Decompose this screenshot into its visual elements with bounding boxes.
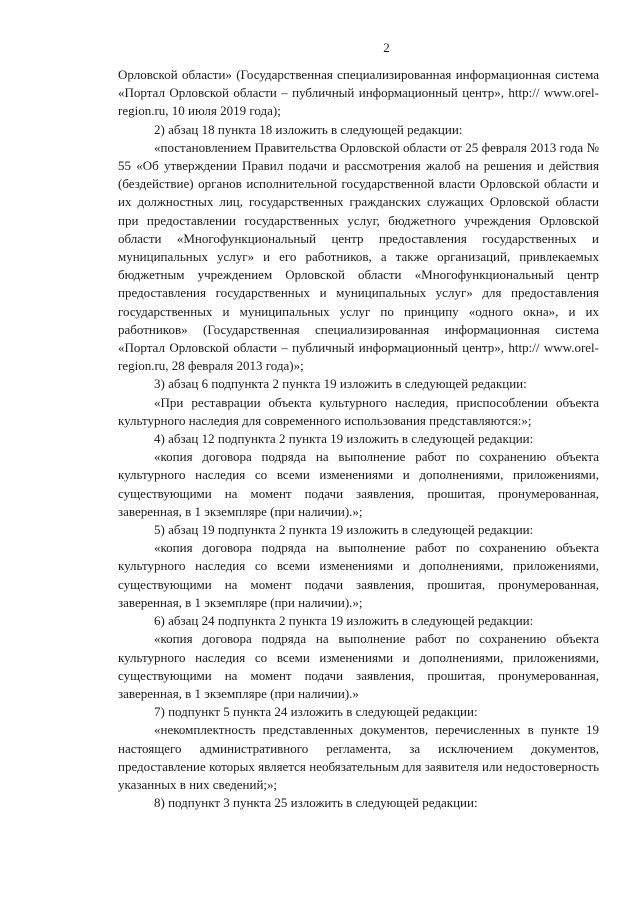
paragraph: 7) подпункт 5 пункта 24 изложить в следующей редакции: <box>154 704 478 720</box>
paragraph: «постановлением Правительства Орловской области от 25 февраля 2013 года № 55 «Об утверждении Правил подачи и рассмотрения жалоб на решения и действия (бездействие) органов исполнительной государственной власти Орловской области и их должностных лиц, государственных гражданских служащих Орловской области при предоставлении государственных услуг, бюджетного учреждения Орловской области «Многофункциональный центр предоставления государственных и муниципальных услуг» и его работников, а также организаций, привлекаемых бюджетным учреждением Орловской области «Многофункциональный центр предоставления государственных и муниципальных услуг» для предоставления государственных и муниципальных услуг по принципу «одного окна», и их работников» (Государственная специализированная информационная система «Портал Орловской области – публичный информационный центр», http:// www.orel-region.ru, 28 февраля 2013 года)»; <box>118 139 599 374</box>
paragraph: 4) абзац 12 подпункта 2 пункта 19 изложить в следующей редакции: <box>154 431 534 447</box>
paragraph: «копия договора подряда на выполнение работ по сохранению объекта культурного наследия со всеми изменениями и дополнениями, приложениями, существующими на момент подачи заявления, прошитая, пронумерованная, заверенная, в 1 экземпляре (при наличии).»; <box>118 449 599 519</box>
paragraph: «копия договора подряда на выполнение работ по сохранению объекта культурного наследия со всеми изменениями и дополнениями, приложениями, существующими на момент подачи заявления, прошитая, пронумерованная, заверенная, в 1 экземпляре (при наличии).»; <box>118 540 599 610</box>
paragraph: «копия договора подряда на выполнение работ по сохранению объекта культурного наследия со всеми изменениями и дополнениями, приложениями, существующими на момент подачи заявления, прошитая, пронумерованная, заверенная, в 1 экземпляре (при наличии).» <box>118 631 599 701</box>
paragraph: «некомплектность представленных документов, перечисленных в пункте 19 настоящего административного регламента, за исключением документов, предоставление которых является необязательным для заявителя или недостоверность указанных в них сведений;»; <box>118 722 599 792</box>
paragraph: 3) абзац 6 подпункта 2 пункта 19 изложить в следующей редакции: <box>154 376 527 392</box>
paragraph: Орловской области» (Государственная специализированная информационная система «Портал Орловской области – публичный информационный центр», http:// www.orel-region.ru, 10 июля 2019 года); <box>118 67 599 119</box>
paragraph: 6) абзац 24 подпункта 2 пункта 19 изложить в следующей редакции: <box>154 613 534 629</box>
paragraph: 2) абзац 18 пункта 18 изложить в следующей редакции: <box>154 121 463 137</box>
page-number: 2 <box>383 40 390 55</box>
document-body <box>118 66 599 812</box>
paragraph: «При реставрации объекта культурного наследия, приспособлении объекта культурного наследия для современного использования представляются:»; <box>118 394 599 428</box>
paragraph: 8) подпункт 3 пункта 25 изложить в следующей редакции: <box>154 795 478 811</box>
paragraph: 5) абзац 19 подпункта 2 пункта 19 изложить в следующей редакции: <box>154 522 534 538</box>
